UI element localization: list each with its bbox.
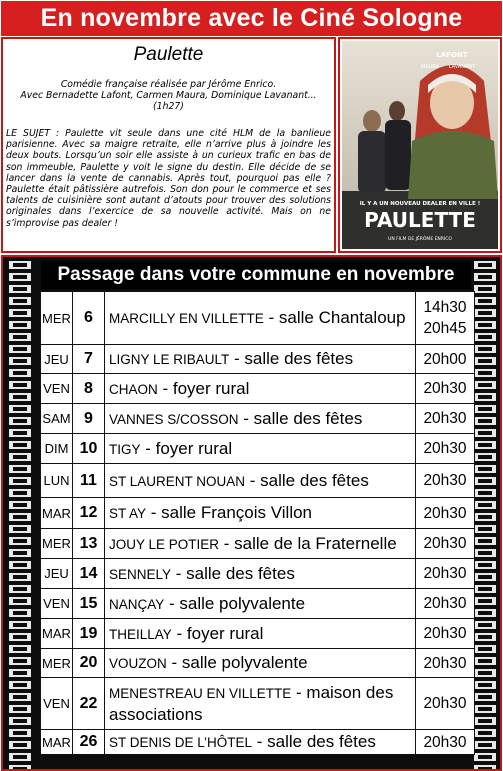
row-location <box>105 678 416 730</box>
row-venue: salle Chantaloup <box>278 308 406 327</box>
row-venue: foyer rural <box>155 438 233 458</box>
row-time: 20h30 <box>423 380 467 397</box>
row-location <box>105 374 416 404</box>
row-time: 20h30 <box>423 410 467 427</box>
row-times <box>416 374 475 404</box>
poster-director: UN FILM DE JÉRÔME ENRICO <box>388 237 452 242</box>
row-town: NANÇAY <box>109 596 165 612</box>
row-separator: - <box>166 653 182 672</box>
schedule-row <box>41 434 475 464</box>
credits-director: Comédie française réalisée par Jérôme Enrico. <box>60 79 277 90</box>
row-times <box>416 730 475 755</box>
poster-title: PAULETTE <box>364 208 476 232</box>
schedule-row <box>41 559 475 589</box>
credits-duration: (1h27) <box>153 101 184 112</box>
row-separator: - <box>229 349 245 368</box>
row-day: MAR <box>41 498 73 529</box>
schedule-title: Passage dans votre commune en novembre <box>41 261 471 289</box>
row-separator: - <box>146 503 162 522</box>
row-date: 22 <box>73 678 105 730</box>
row-venue: salle polyvalente <box>179 593 306 613</box>
schedule-row <box>41 464 475 498</box>
row-venue: salle de la Fraternelle <box>234 533 397 553</box>
row-time: 20h30 <box>423 595 467 612</box>
row-time: 20h30 <box>423 733 467 751</box>
row-venue: salle des fêtes <box>186 563 295 583</box>
schedule-row <box>41 292 475 345</box>
row-town: VOUZON <box>109 656 167 671</box>
row-location <box>105 730 416 755</box>
row-separator: - <box>157 378 173 398</box>
film-info-box <box>1 37 336 253</box>
row-town: THEILLAY <box>109 626 172 642</box>
poster-actor-1: MAURA <box>420 64 440 70</box>
row-day: VEN <box>41 374 73 404</box>
row-day: MER <box>41 529 73 559</box>
row-date: 14 <box>73 559 105 589</box>
row-town: VANNES S/COSSON <box>109 411 239 427</box>
row-town: MENESTREAU EN VILLETTE <box>109 686 292 701</box>
row-day: JEU <box>41 345 73 374</box>
row-time: 14h30 <box>423 299 467 316</box>
row-separator: - <box>252 732 268 751</box>
row-date: 20 <box>73 649 105 678</box>
film-title: Paulette <box>133 44 204 65</box>
row-times <box>416 678 475 730</box>
row-date: 11 <box>73 464 105 498</box>
row-venue: salle polyvalente <box>181 653 308 672</box>
row-town: MARCILLY EN VILLETTE <box>109 311 264 326</box>
row-venue: salle des fêtes <box>253 408 363 428</box>
row-day: LUN <box>41 464 73 498</box>
row-town: ST DENIS DE L’HÔTEL <box>109 735 253 750</box>
row-location <box>105 292 416 345</box>
schedule-row <box>41 730 475 755</box>
banner-title: En novembre avec le Ciné Sologne <box>40 4 463 32</box>
row-times <box>416 559 475 589</box>
film-synopsis: LE SUJET : Paulette vit seule dans une cité HLM de la banlieue parisienne. Avec sa maigre retraite, elle n’arrive plus à joindre les deux bouts. Lorsqu’un soir elle assiste à un curieux trafic en bas de son immeuble, Paulette y voit le signe du destin. Elle décide de se lancer dans la vente de cannabis. Après tout, pourquoi pas elle ? Paulette était pâtissière autrefois. Son don pour le commerce et ses talents de cuisinière sont autant d’atouts pour trouver des solutions originales dans l’exercice de sa nouvelle activité. Mais on ne s’improvise pas dealer ! <box>6 128 331 229</box>
row-location <box>105 619 416 649</box>
film-poster <box>338 37 502 253</box>
row-date: 6 <box>73 292 105 345</box>
row-time: 20h30 <box>423 625 467 642</box>
schedule-row <box>41 649 475 678</box>
row-day: MAR <box>41 730 73 755</box>
row-times <box>416 464 475 498</box>
row-town: LIGNY LE RIBAULT <box>109 352 230 367</box>
schedule-row <box>41 374 475 404</box>
film-strip-left-decoration <box>5 257 35 771</box>
row-town: TIGY <box>109 441 141 457</box>
row-day: MER <box>41 649 73 678</box>
schedule-row <box>41 589 475 619</box>
schedule-table <box>40 291 475 755</box>
row-times <box>416 345 475 374</box>
row-time: 20h30 <box>423 695 467 712</box>
row-date: 26 <box>73 730 105 755</box>
row-separator: - <box>164 593 180 613</box>
row-time: 20h30 <box>423 565 467 582</box>
row-location <box>105 589 416 619</box>
credits-cast: Avec Bernadette Lafont, Carmen Maura, Dominique Lavanant... <box>20 90 317 101</box>
row-time: 20h45 <box>423 320 467 337</box>
page-banner <box>1 1 502 36</box>
row-day: MER <box>41 292 73 345</box>
poster-actor-top: LAFONT <box>436 51 468 59</box>
row-day: SAM <box>41 404 73 434</box>
row-town: CHAON <box>109 381 158 397</box>
row-day: DIM <box>41 434 73 464</box>
row-town: SENNELY <box>109 566 172 582</box>
schedule-row <box>41 498 475 529</box>
row-day: JEU <box>41 559 73 589</box>
row-location <box>105 464 416 498</box>
row-town: ST AY <box>109 506 147 521</box>
row-date: 13 <box>73 529 105 559</box>
row-day: VEN <box>41 678 73 730</box>
row-times <box>416 649 475 678</box>
row-separator: - <box>219 533 235 553</box>
row-date: 19 <box>73 619 105 649</box>
row-separator: - <box>245 470 261 490</box>
row-times <box>416 589 475 619</box>
row-location <box>105 529 416 559</box>
poster-image <box>342 41 498 249</box>
schedule-row <box>41 345 475 374</box>
row-times <box>416 404 475 434</box>
row-venue: salle des fêtes <box>267 732 376 751</box>
row-location <box>105 404 416 434</box>
row-time: 20h30 <box>423 504 467 522</box>
row-times <box>416 498 475 529</box>
row-venue: salle François Villon <box>161 503 313 522</box>
row-day: VEN <box>41 589 73 619</box>
row-times <box>416 529 475 559</box>
row-separator: - <box>263 308 279 327</box>
row-date: 10 <box>73 434 105 464</box>
row-venue: salle des fêtes <box>244 349 354 368</box>
row-date: 8 <box>73 374 105 404</box>
row-separator: - <box>171 623 187 643</box>
row-venue: salle des fêtes <box>260 470 369 490</box>
row-separator: - <box>291 683 307 702</box>
row-location <box>105 498 416 529</box>
row-time: 20h30 <box>423 654 467 672</box>
row-times <box>416 434 475 464</box>
row-separator: - <box>238 408 254 428</box>
row-time: 20h30 <box>423 535 467 552</box>
row-town: JOUY LE POTIER <box>109 536 220 552</box>
row-location <box>105 649 416 678</box>
row-venue: foyer rural <box>186 623 264 643</box>
row-date: 15 <box>73 589 105 619</box>
row-times <box>416 292 475 345</box>
row-location <box>105 345 416 374</box>
schedule-row <box>41 404 475 434</box>
row-times <box>416 619 475 649</box>
poster-actor-2: LAVANANT <box>448 64 476 70</box>
row-time: 20h30 <box>423 440 467 457</box>
row-venue: foyer rural <box>172 378 250 398</box>
row-date: 12 <box>73 498 105 529</box>
row-day: MAR <box>41 619 73 649</box>
schedule-row <box>41 529 475 559</box>
row-date: 9 <box>73 404 105 434</box>
row-separator: - <box>140 438 156 458</box>
film-credits <box>6 79 331 112</box>
row-separator: - <box>171 563 187 583</box>
row-date: 7 <box>73 345 105 374</box>
poster-tagline: IL Y A UN NOUVEAU DEALER EN VILLE ! <box>359 201 481 207</box>
row-venue: maison des associations <box>109 683 394 724</box>
row-town: ST LAURENT NOUAN <box>109 473 246 489</box>
screening-schedule <box>1 255 502 771</box>
schedule-row <box>41 619 475 649</box>
row-location <box>105 559 416 589</box>
row-time: 20h30 <box>423 472 467 489</box>
row-location <box>105 434 416 464</box>
row-time: 20h00 <box>423 350 467 368</box>
schedule-row <box>41 678 475 730</box>
